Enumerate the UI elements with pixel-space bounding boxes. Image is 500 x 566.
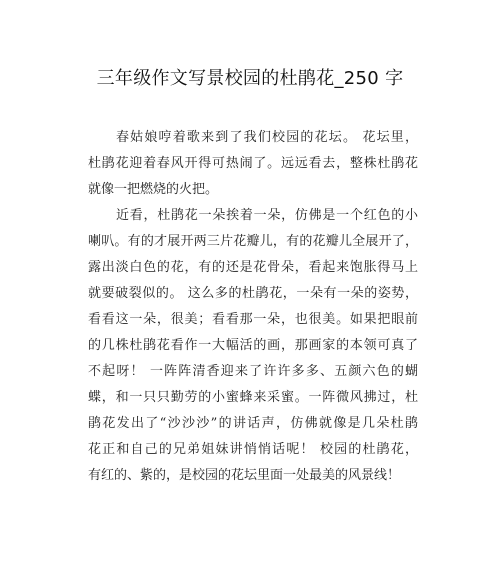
essay-line: 杜鹃花迎着春风开得可热闹了。远远看去，整株杜鹃花 <box>88 156 418 171</box>
essay-line: 不起呀！ 一阵阵清香迎来了许许多多、五颜六色的蝴 <box>88 364 418 379</box>
essay-line: 的几株杜鹃花看作一大幅活的画，那画家的本领可真了 <box>88 338 418 353</box>
essay-line: 蝶，和一只只勤劳的小蜜蜂来采蜜。一阵微风拂过，杜 <box>88 390 418 405</box>
essay-line: 就像一把燃烧的火把。 <box>88 182 219 197</box>
essay-line: 就要破裂似的。 这么多的杜鹃花，一朵有一朵的姿势， <box>88 286 418 301</box>
essay-line: 花正和自己的兄弟姐妹讲悄悄话呢！ 校园的杜鹃花， <box>88 442 418 457</box>
essay-line: 喇叭。有的才展开两三片花瓣儿，有的花瓣儿全展开了， <box>88 234 418 249</box>
essay-line: 看看这一朵，很美；看看那一朵，也很美。如果把眼前 <box>88 312 418 327</box>
essay-line: 近看，杜鹃花一朵挨着一朵，仿佛是一个红色的小 <box>116 208 418 223</box>
essay-line: 春姑娘哼着歌来到了我们校园的花坛。 花坛里， <box>116 130 418 145</box>
essay-line: 露出淡白色的花，有的还是花骨朵，看起来饱胀得马上 <box>88 260 418 275</box>
document-title: 三年级作文写景校园的杜鹃花_250 字 <box>96 68 404 89</box>
essay-line: 有红的、紫的，是校园的花坛里面一处最美的风景线！ <box>88 468 401 483</box>
essay-body <box>88 125 418 489</box>
essay-line: 鹃花发出了“沙沙沙”的讲话声，仿佛就像是几朵杜鹃 <box>88 416 418 431</box>
